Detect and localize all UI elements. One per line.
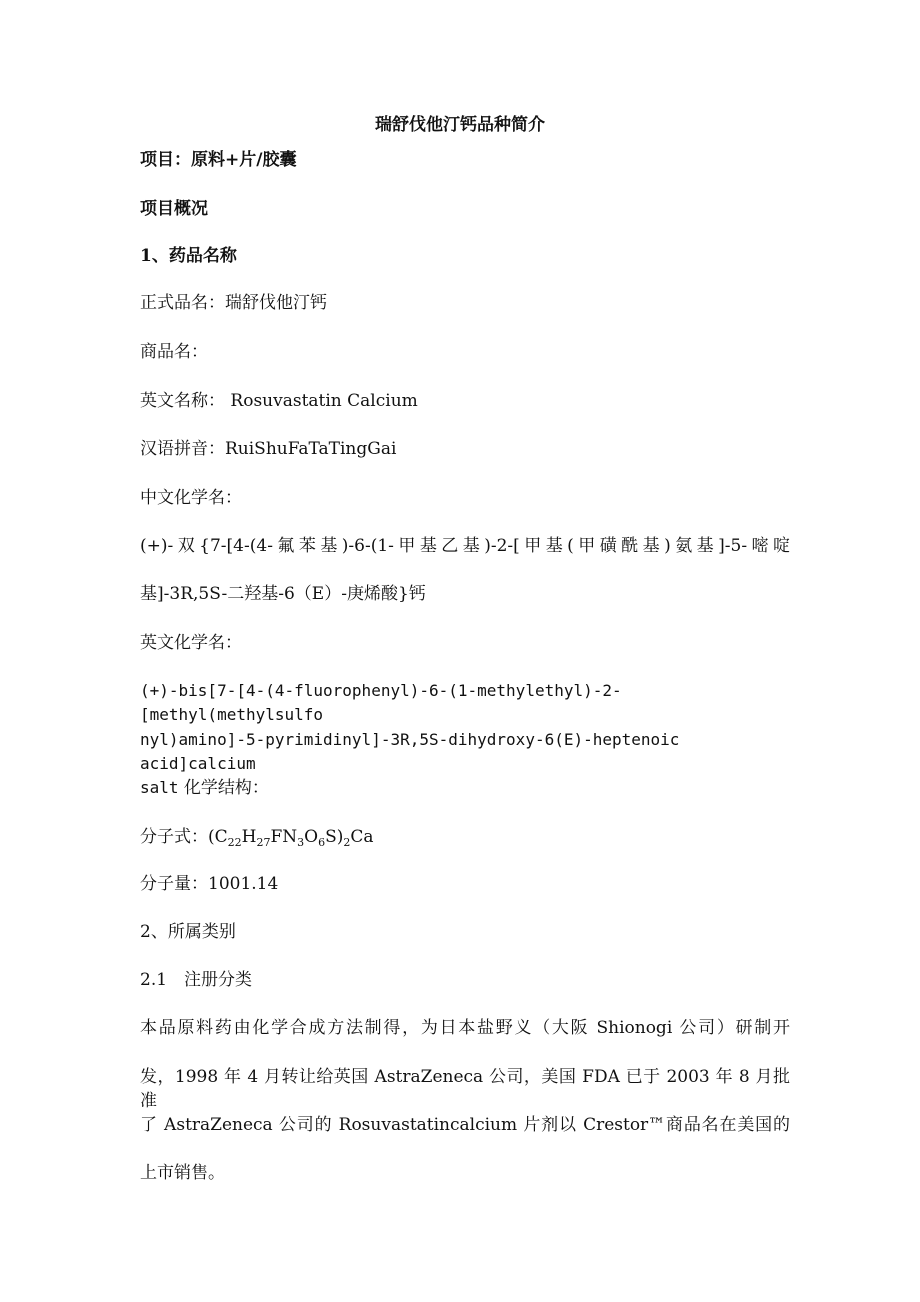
paragraph-line-3: 了 AstraZeneca 公司的 Rosuvastatincalcium 片剂以 Crestor™商品名在美国的 bbox=[140, 1115, 790, 1135]
overview-heading: 项目概况 bbox=[140, 199, 208, 219]
en-chem-line-3 bbox=[140, 776, 790, 800]
formula-label: 分子式： bbox=[140, 827, 208, 847]
paragraph-line-4: 上市销售。 bbox=[140, 1163, 225, 1183]
en-chem-line-1: (+)-bis[7-[4-(4-fluorophenyl)-6-(1-methylethyl)-2-[methyl(methylsulfo bbox=[140, 681, 622, 724]
cn-chem-label: 中文化学名： bbox=[140, 488, 242, 508]
pinyin-name: 汉语拼音：RuiShuFaTaTingGai bbox=[140, 439, 397, 459]
section2-heading: 2、所属类别 bbox=[140, 922, 236, 942]
project-line: 项目：原料+片/胶囊 bbox=[140, 150, 297, 170]
en-chem-line-2: nyl)amino]-5-pyrimidinyl]-3R,5S-dihydroxy-6(E)-heptenoic acid]calcium bbox=[140, 730, 680, 773]
section21-heading: 2.1 注册分类 bbox=[140, 970, 253, 990]
structure-label: 化学结构： bbox=[178, 778, 269, 798]
paragraph-line-2: 发，1998 年 4 月转让给英国 AstraZeneca 公司，美国 FDA 已于 2003 年 8 月批准 bbox=[140, 1067, 790, 1111]
en-chem-label: 英文化学名： bbox=[140, 633, 242, 653]
cn-chem-line-2: 基]-3R,5S-二羟基-6（E）-庚烯酸}钙 bbox=[140, 584, 426, 604]
trade-name: 商品名： bbox=[140, 342, 208, 362]
official-name: 正式品名：瑞舒伐他汀钙 bbox=[140, 293, 327, 313]
section1-heading: 1、药品名称 bbox=[140, 246, 237, 266]
molecular-formula: $(C_{22}H_{27}FN_3O_6S)_2Ca$ bbox=[208, 827, 374, 849]
paragraph-line-1: 本品原料药由化学合成方法制得，为日本盐野义（大阪 Shionogi 公司）研制开 bbox=[140, 1018, 790, 1038]
en-chem-salt: salt bbox=[140, 778, 179, 797]
cn-chem-line-1: (+)-双{7-[4-(4-氟苯基)-6-(1-甲基乙基)-2-[甲基(甲磺酰基)氨基]-5-嘧啶 bbox=[140, 536, 790, 556]
molecular-weight: 分子量：1001.14 bbox=[140, 874, 279, 894]
formula-line bbox=[140, 825, 790, 849]
english-name: 英文名称： Rosuvastatin Calcium bbox=[140, 391, 418, 411]
document-title: 瑞舒伐他汀钙品种简介 bbox=[375, 115, 545, 135]
